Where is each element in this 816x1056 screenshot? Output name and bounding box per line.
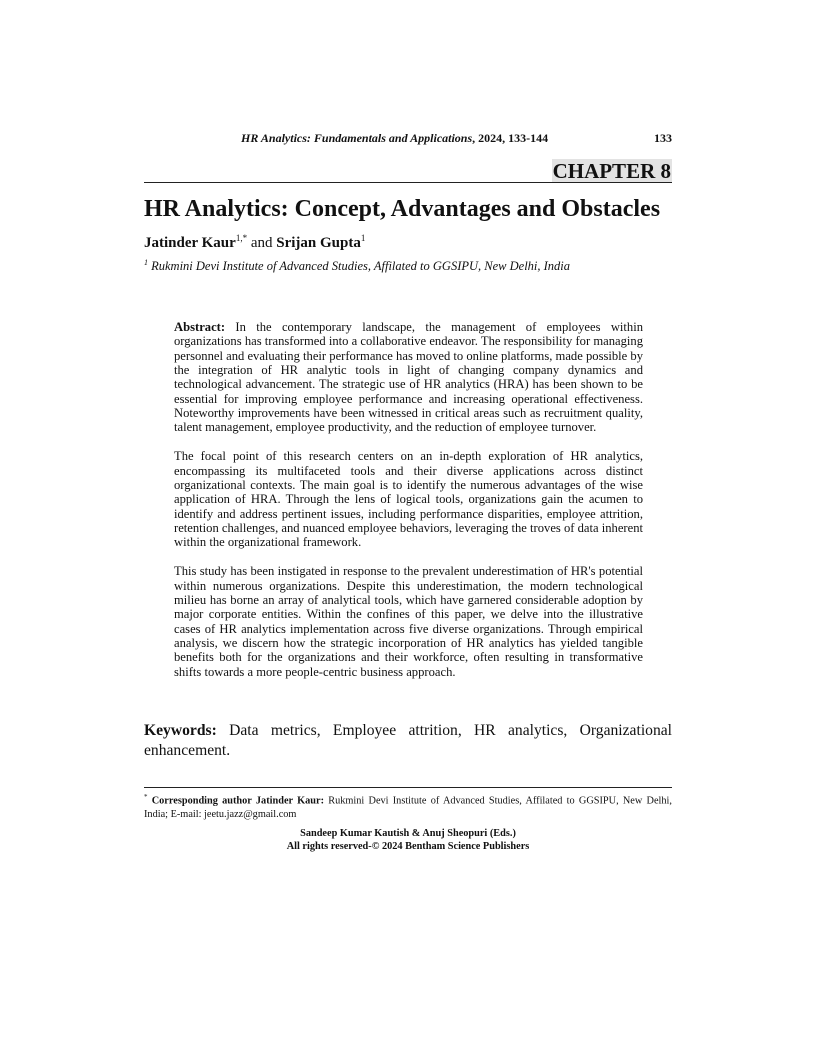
copyright-line: All rights reserved-© 2024 Bentham Science Publishers xyxy=(286,841,530,853)
author-name: Jatinder Kaur xyxy=(144,235,236,251)
author-conjunction: and xyxy=(247,235,277,251)
author-superscript: 1,* xyxy=(235,233,248,243)
author-name: Srijan Gupta xyxy=(276,235,361,251)
footnote: * Corresponding author Jatinder Kaur: Rukmini Devi Institute of Advanced Studies, Affilated to GGSIPU, New Delhi, India; E-mail: jeetu.jazz@gmail.com xyxy=(144,793,672,821)
journal-title: HR Analytics: Fundamentals and Applications xyxy=(241,131,473,145)
keywords-label: Keywords: xyxy=(144,722,217,739)
abstract xyxy=(174,320,643,694)
author-line xyxy=(144,233,365,252)
author-superscript: 1 xyxy=(360,233,366,243)
abstract-paragraph: Abstract: In the contemporary landscape, the management of employees within organizations has transformed into a collaborative endeavor. The responsibility for managing personnel and evaluating their performance has moved to online platforms, made possible by the integration of HR analytic tools in light of changing company dynamics and technological advancement. The strategic use of HR analytics (HRA) has been shown to be essential for improving employee performance and increasing operational effectiveness. Noteworthy improvements have been witnessed in critical areas such as recruitment quality, talent management, employee productivity, and the reduction of employee turnover. xyxy=(174,320,643,435)
editors-line: Sandeep Kumar Kautish & Anuj Sheopuri (Eds.) xyxy=(300,828,516,839)
abstract-paragraph: This study has been instigated in response to the prevalent underestimation of HR's potential within numerous organizations. Despite this underestimation, the modern technological milieu has borne an array of analytical tools, which have garnered considerable adoption by major corporate entities. Within the confines of this paper, we delve into the illustrative cases of HR analytics implementation across five diverse organizations. Through empirical analysis, we discern how the strategic incorporation of HR analytics has yielded tangible benefits both for the organizations and their workforce, often resulting in transformative shifts towards a more people-centric business approach. xyxy=(174,564,643,679)
keywords: Keywords: Data metrics, Employee attrition, HR analytics, Organizational enhancement. xyxy=(144,722,672,759)
journal-details: , 2024, 133-144 xyxy=(472,131,549,145)
publisher-info xyxy=(144,827,672,853)
header-divider xyxy=(144,182,672,183)
abstract-paragraph: The focal point of this research centers on an in-depth exploration of HR analytics, encompassing its multifaceted tools and their diverse applications across distinct organizational contexts. The main goal is to identify the numerous advantages of the wise application of HRA. Through the lens of logical tools, organizations gain the acumen to identify and address pertinent issues, including performance disparities, employee attrition, retention challenges, and nuanced employee behaviors, leveraging the troves of data inherent within the organizational framework. xyxy=(174,449,643,550)
page-number: 133 xyxy=(654,131,672,145)
chapter-title: HR Analytics: Concept, Advantages and Obstacles xyxy=(144,196,661,222)
chapter-label: CHAPTER 8 xyxy=(552,159,671,183)
affiliation: $^1$ Rukmini Devi Institute of Advanced Studies, Affilated to GGSIPU, New Delhi, India xyxy=(144,258,571,274)
abstract-label: Abstract: xyxy=(174,320,226,334)
footnote-divider xyxy=(144,787,672,788)
